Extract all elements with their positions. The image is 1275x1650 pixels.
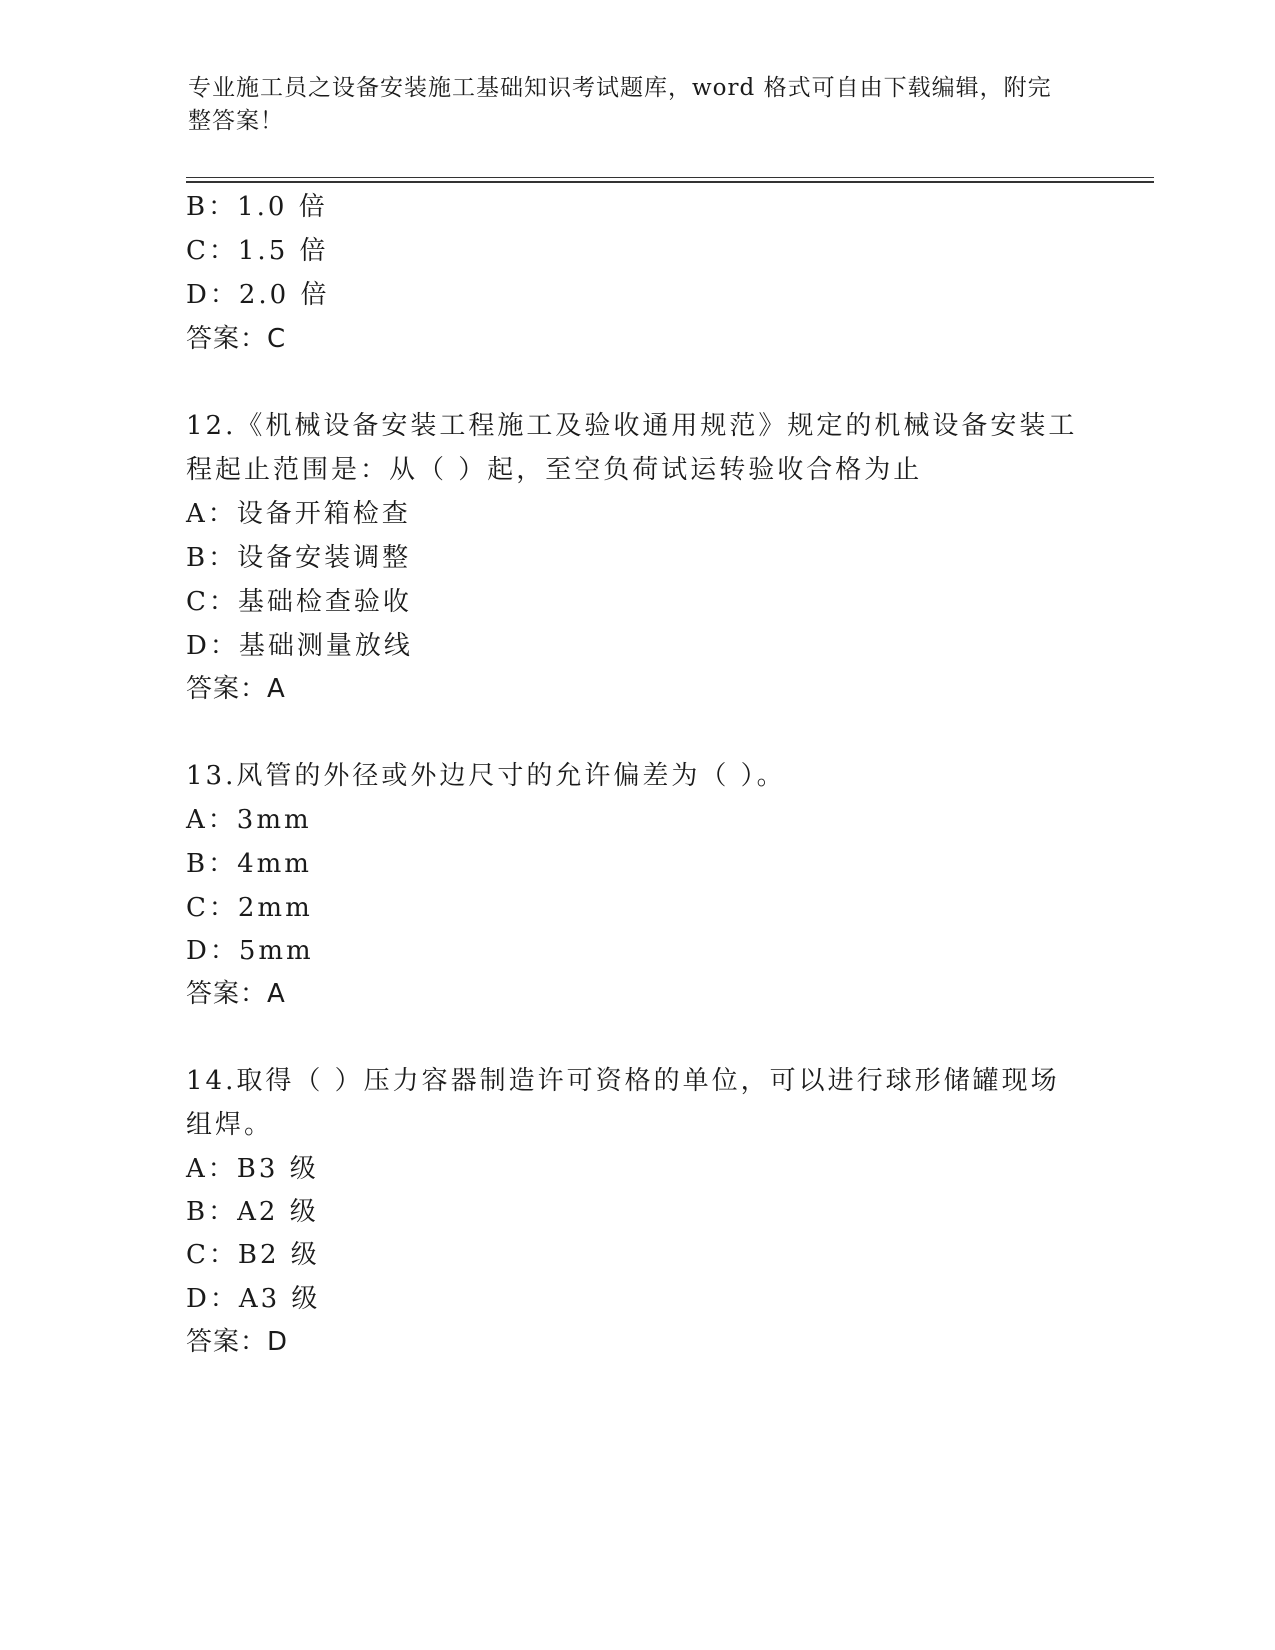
q12-option-d: D：基础测量放线: [186, 631, 413, 661]
q14-option-c: C：B2 级: [186, 1240, 320, 1270]
header-line-1: 专业施工员之设备安装施工基础知识考试题库，word 格式可自由下载编辑，附完: [188, 75, 1052, 101]
q12-stem-line-1: 12.《机械设备安装工程施工及验收通用规范》规定的机械设备安装工: [186, 411, 1078, 441]
q11-option-d: D：2.0 倍: [186, 280, 330, 310]
q13-option-b: B：4mm: [186, 849, 312, 879]
q13-option-c: C：2mm: [186, 893, 313, 923]
q11-answer: 答案：C: [186, 324, 287, 354]
q14-option-a: A：B3 级: [186, 1154, 319, 1184]
q12-answer: 答案：A: [186, 674, 286, 704]
q13-option-d: D：5mm: [186, 936, 314, 966]
document-header: [188, 72, 1068, 138]
q14-option-b: B：A2 级: [186, 1197, 319, 1227]
q13-answer: 答案：A: [186, 979, 286, 1009]
q12-option-a: A：设备开箱检查: [186, 499, 411, 529]
q12-stem-line-2: 程起止范围是：从（ ）起，至空负荷试运转验收合格为止: [186, 455, 923, 485]
q11-option-b: B：1.0 倍: [186, 192, 328, 222]
header-divider-thin: [186, 177, 1154, 178]
q14-option-d: D：A3 级: [186, 1284, 321, 1314]
q12-option-b: B：设备安装调整: [186, 543, 412, 573]
q12-option-c: C：基础检查验收: [186, 587, 412, 617]
q13-option-a: A：3mm: [186, 805, 312, 835]
q11-option-c: C：1.5 倍: [186, 236, 329, 266]
q14-stem-line-1: 14.取得（ ）压力容器制造许可资格的单位，可以进行球形储罐现场: [186, 1066, 1060, 1096]
header-line-2: 整答案！: [188, 108, 284, 134]
q14-answer: 答案：D: [186, 1327, 289, 1357]
q14-stem-line-2: 组焊。: [186, 1110, 274, 1140]
q13-stem-line-1: 13.风管的外径或外边尺寸的允许偏差为（ ）。: [186, 761, 786, 791]
header-divider-thick: [186, 181, 1154, 183]
